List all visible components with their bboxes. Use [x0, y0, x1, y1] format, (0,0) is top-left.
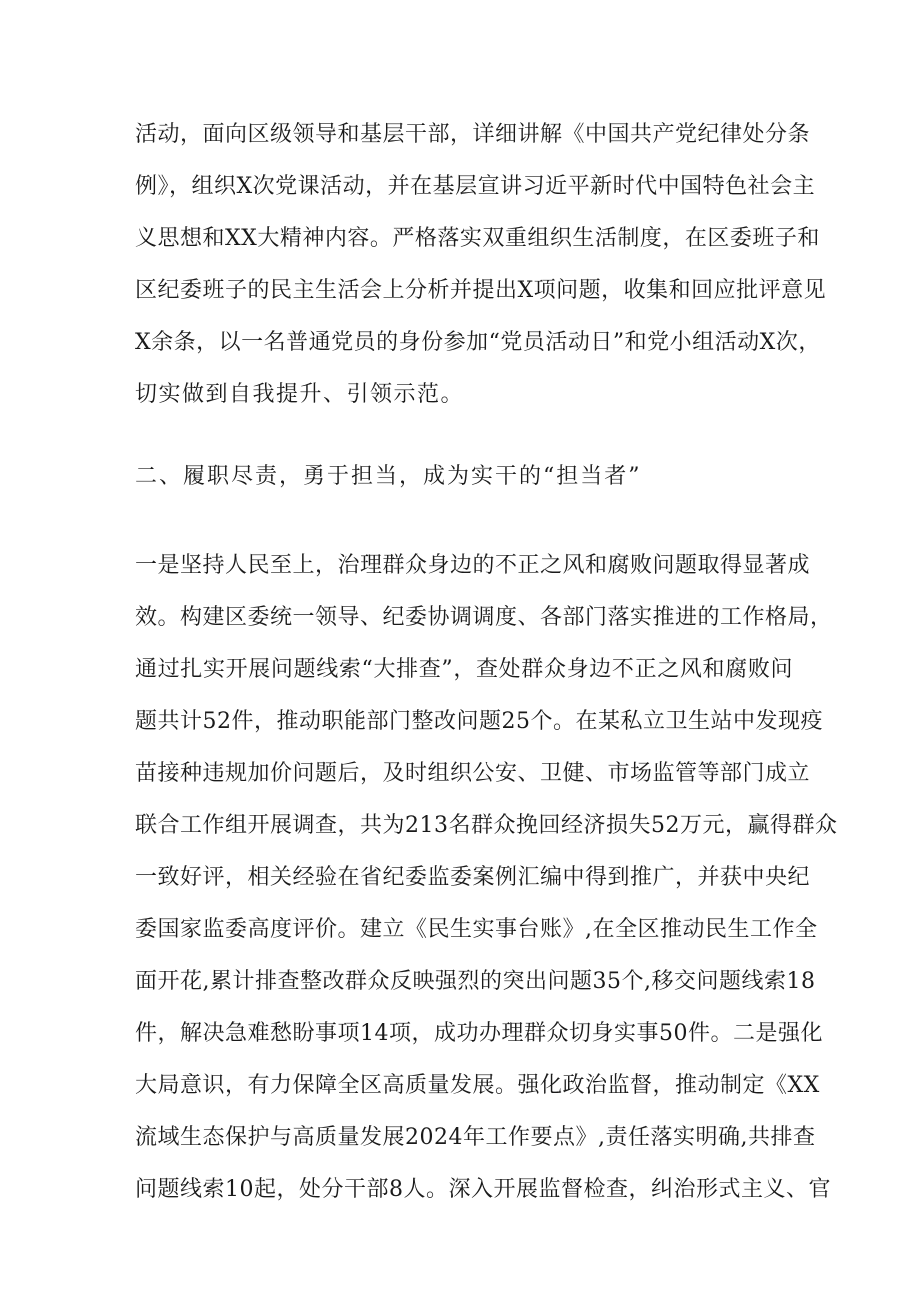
paragraph-1-line: 区纪委班子的民主生活会上分析并提出X项问题，收集和回应批评意见 [135, 278, 827, 303]
paragraph-2-line: 流域生态保护与高质量发展2024年工作要点》,责任落实明确,共排查 [135, 1125, 816, 1150]
paragraph-1-line: 活动，面向区级领导和基层干部，详细讲解《中国共产党纪律处分条 [135, 122, 811, 147]
paragraph-2-line: 一是坚持人民至上，治理群众身边的不正之风和腐败问题取得显著成 [135, 553, 811, 578]
paragraph-2-line: 通过扎实开展问题线索“大排查”，查处群众身边不正之风和腐败问 [135, 657, 793, 682]
paragraph-2-line: 联合工作组开展调查，共为213名群众挽回经济损失52万元，赢得群众 [135, 813, 838, 838]
paragraph-2-line: 问题线索10起，处分干部8人。深入开展监督检查，纠治形式主义、官 [135, 1177, 831, 1202]
paragraph-1-line: 例》，组织X次党课活动，并在基层宣讲习近平新时代中国特色社会主 [135, 174, 816, 199]
paragraph-1-line: 切实做到自我提升、引领示范。 [135, 382, 465, 407]
paragraph-2-line: 一致好评，相关经验在省纪委监委案例汇编中得到推广，并获中央纪 [135, 865, 811, 890]
paragraph-2-line: 委国家监委高度评价。建立《民生实事台账》,在全区推动民生工作全 [135, 917, 818, 942]
section-heading: 二、履职尽责，勇于担当，成为实干的“担当者” [135, 464, 642, 489]
paragraph-1-line: X余条，以一名普通党员的身份参加“党员活动日”和党小组活动X次， [135, 330, 821, 355]
paragraph-1-line: 义思想和XX大精神内容。严格落实双重组织生活制度，在区委班子和 [135, 226, 820, 251]
paragraph-2-line: 效。构建区委统一领导、纪委协调调度、各部门落实推进的工作格局， [135, 605, 833, 630]
paragraph-2-line: 面开花,累计排查整改群众反映强烈的突出问题35个,移交问题线索18 [135, 969, 816, 994]
paragraph-2-line: 苗接种违规加价问题后，及时组织公安、卫健、市场监管等部门成立 [135, 761, 811, 786]
paragraph-2-line: 大局意识，有力保障全区高质量发展。强化政治监督，推动制定《XX [135, 1073, 820, 1098]
paragraph-2-line: 件，解决急难愁盼事项14项，成功办理群众切身实事50件。二是强化 [135, 1021, 823, 1046]
paragraph-2-line: 题共计52件，推动职能部门整改问题25个。在某私立卫生站中发现疫 [135, 709, 823, 734]
